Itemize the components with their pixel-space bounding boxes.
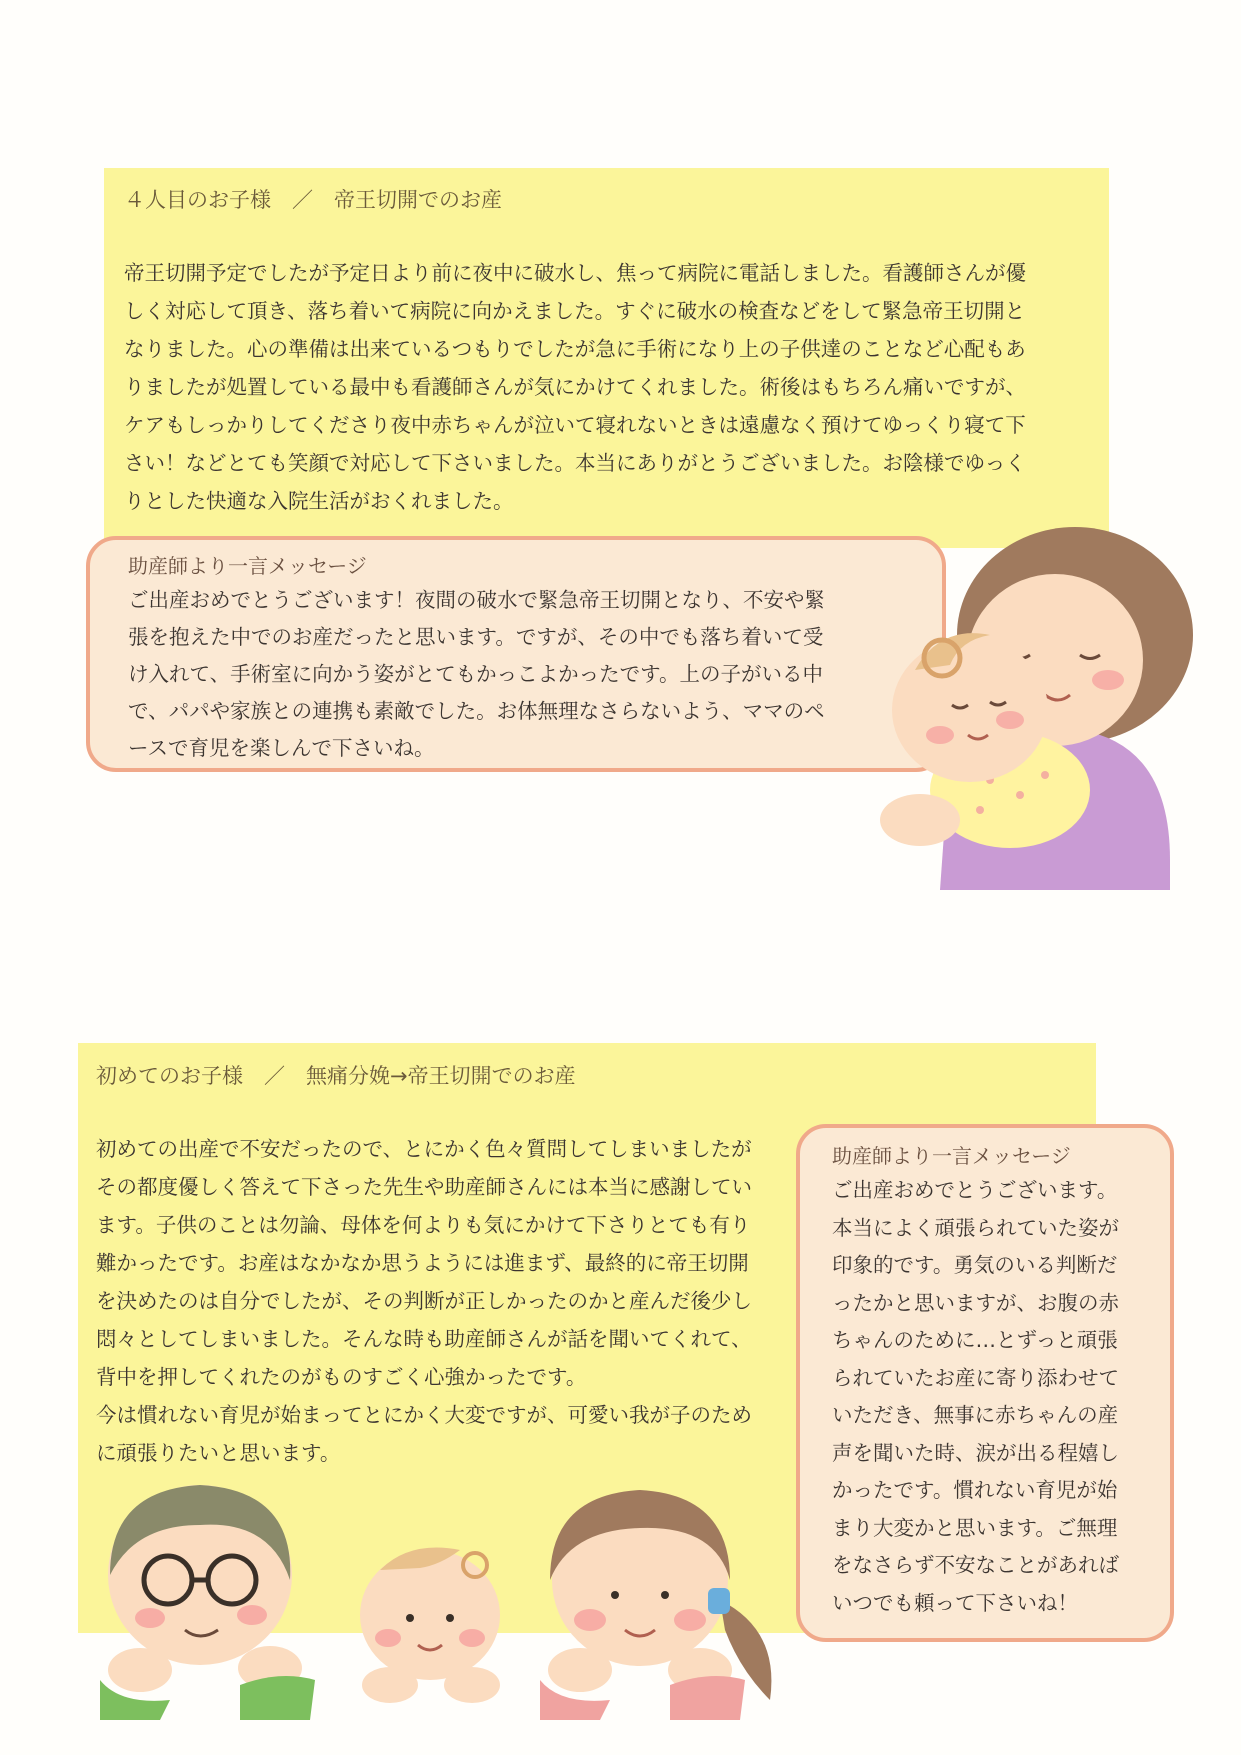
mother-baby-illustration xyxy=(880,530,1210,900)
story2-body: 初めての出産で不安だったので、とにかく色々質問してしまいましたが その都度優しく答えて下さった先生や助産師さんには本当に感謝してい ます。子供のことは勿論、母体を何よりも気にかけて下さりとても有り 難かったです。お産はなかなか思うようには進まず、最終的に帝王切開 を決めたのは自分でしたが、その判断が正しかったのかと産んだ後少し 悶々としてしまいました。そんな時も助産師さんが話を聞いてくれて、 背中を押してくれたのがものすごく心強かったです。 今は慣れない育児が始まってとにかく大変ですが、可愛い我が子のため に頑張りたいと思います。 xyxy=(96,1137,752,1465)
story1-subtitle: ４人目のお子様 ／ 帝王切開でのお産 xyxy=(124,188,502,212)
story2-subtitle: 初めてのお子様 ／ 無痛分娩→帝王切開でのお産 xyxy=(96,1064,576,1088)
children-illustration xyxy=(80,1470,800,1720)
story1-message-heading: 助産師より一言メッセージ xyxy=(128,554,367,578)
story2-message-heading: 助産師より一言メッセージ xyxy=(832,1144,1071,1168)
story1-body: 帝王切開予定でしたが予定日より前に夜中に破水し、焦って病院に電話しました。看護師さんが優 しく対応して頂き、落ち着いて病院に向かえました。すぐに破水の検査などをして緊急帝王切開と なりました。心の準備は出来ているつもりでしたが急に手術になり上の子供達のことなど心配もあ りましたが処置している最中も看護師さんが気にかけてくれました。術後はもちろん痛いですが、 ケアもしっかりしてくださり夜中赤ちゃんが泣いて寝れないときは遠慮なく預けてゆっくり寝て下 さい！などとても笑顔で対応して下さいました。本当にありがとうございました。お陰様でゆっく りとした快適な入院生活がおくれました。 xyxy=(124,261,1026,513)
story1-message-text: ご出産おめでとうございます！夜間の破水で緊急帝王切開となり、不安や緊 張を抱えた中でのお産だったと思います。ですが、その中でも落ち着いて受 け入れて、手術室に向かう姿がとてもかっこよかったです。上の子がいる中 で、パパや家族との連携も素敵でした。お体無理なさらないよう、ママのペ ースで育児を楽しんで下さいね。 xyxy=(128,588,825,760)
story2-message-text: ご出産おめでとうございます。 本当によく頑張られていた姿が 印象的です。勇気のいる判断だ ったかと思いますが、お腹の赤 ちゃんのために…とずっと頑張 られていたお産に寄り添わせて いただき、無事に赤ちゃんの産 声を聞いた時、涙が出る程嬉し かったです。慣れない育児が始 まり大変かと思います。ご無理 をなさらず不安なことがあれば いつでも頼って下さいね！ xyxy=(832,1178,1119,1615)
